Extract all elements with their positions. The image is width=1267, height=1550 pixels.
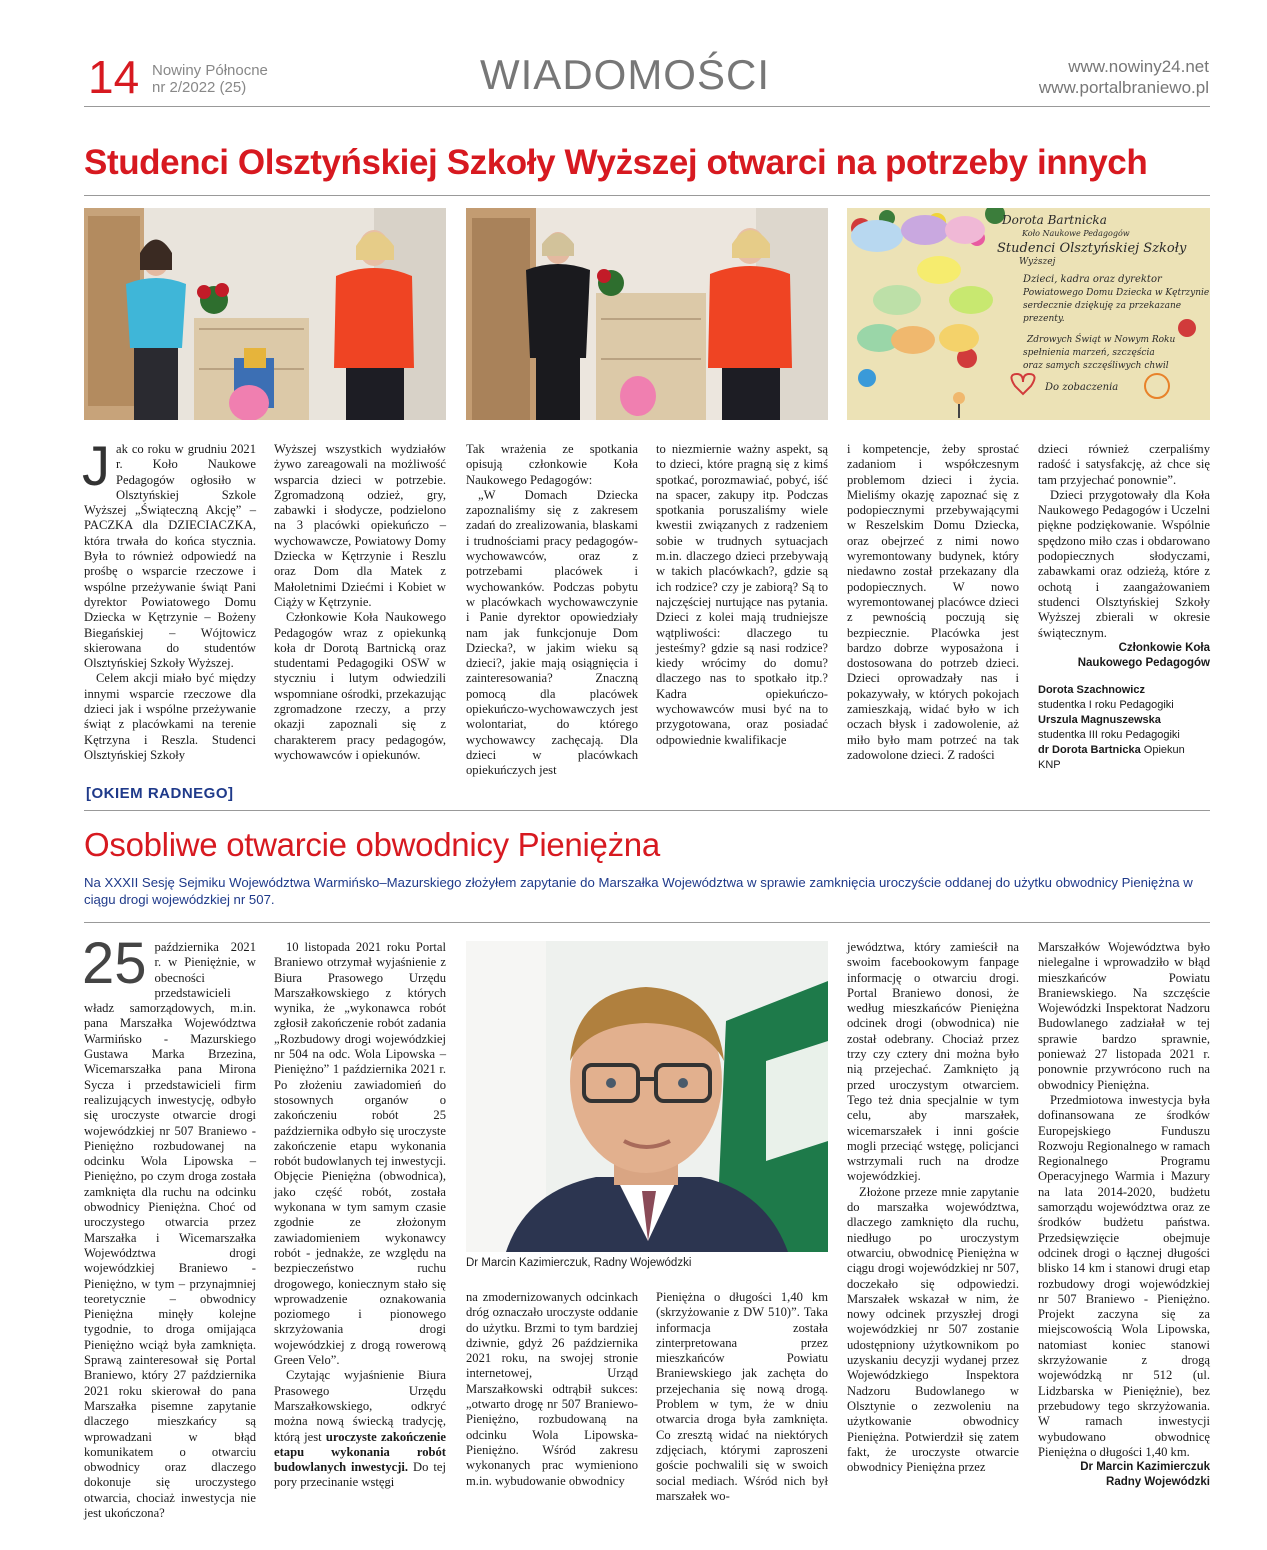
article1-column-6	[1038, 442, 1210, 773]
article2-lead: Na XXXII Sesję Sejmiku Województwa Warmińsko–Mazurskiego złożyłem zapytanie do Marszałka Województwa w sprawie zamknięcia uroczyście oddanej do użytku obwodnicy Pieniężna w ciągu drogi wojewódzkiej nr 507.	[84, 875, 1193, 907]
website-links	[1039, 56, 1209, 98]
article-title: Studenci Olsztyńskiej Szkoły Wyższej otwarci na potrzeby innych	[84, 143, 1148, 182]
drop-cap: J	[82, 434, 110, 497]
article1-signature	[1038, 641, 1210, 671]
article1-col3-text: Tak wrażenia ze spotkania opisują członkowie Koła Naukowego Pedagogów:	[466, 442, 638, 487]
article1-col6-text: dzieci również czerpaliśmy radość i satysfakcję, aż chce się tam przyjechać ponownie”.	[1038, 442, 1210, 487]
card-line-1: Dorota Bartnicka	[1002, 213, 1107, 227]
article1-col1b-text: Celem akcji miało być między innymi wsparcie rzeczowe dla dzieci jak i wspólne przeżywanie świąt z placówkami na terenie Kętrzyna i Reszla. Studenci Olsztyńskiej Szkoły	[84, 671, 256, 762]
article1-column-3	[466, 442, 638, 779]
card-line-2: Koło Naukowe Pedagogów	[1022, 229, 1130, 238]
card-line-6: Powiatowego Domu Dziecka w Kętrzynie	[1023, 288, 1210, 298]
article2-column-2	[274, 940, 446, 1491]
article1-column-4	[656, 442, 828, 748]
credit-3-name: dr Dorota Bartnicka	[1038, 743, 1141, 756]
article1-col3b-text: „W Domach Dziecka zapoznaliśmy się z zakresem zadań do zrealizowania, blaskami i trudnościami pracy pedagogów-wychowawców, oraz z potrzebami placówek i wychowanków. Podczas pobytu w placówkach wychowawczynie i Panie dyrektor opowiedziały nam jak funkcjonuje Dom Dziecka?, w jakim wieku są dzieci?, jakie mają osiągnięcia i zainteresowania? Znaczną pomocą dla placówek opiekuńczo-wychowawczych jest wolontariat, do którego wychowawcy zachęcają. Dla dzieci w placówkach opiekuńczych jest	[466, 487, 638, 778]
photo-two-women-second	[466, 208, 828, 420]
credit-1-role: studentka I roku Pedagogiki	[1038, 698, 1174, 711]
article1-col2-text: Wyższej wszystkich wydziałów żywo zareagowali na możliwość wsparcia dzieci w potrzebie. Zgromadzoną odzież, gry, zabawki i słodycze, podzielono na 3 placówki opiekuńczo – wychowawcze, Powiatowy Domy Dziecka w Kętrzynie i Reszlu oraz Dom dla Matek z Małoletnimi Dziećmi i Kobiet w Ciąży w Kętrzynie.	[274, 442, 446, 609]
article2-col5b-text: Złożone przeze mnie zapytanie do marszałka województwa, dlaczego zamknięto dla ruchu, niedługo po uroczystym otwarciu, obwodnicę Pieniężna w ciągu drogi wojewódzkiej nr 507, doczekało się odpowiedzi. Marszałek wskazał w nim, że nowy odcinek przyszłej drogi wojewódzkiej nr 507 zostanie udostępniony użytkownikom po uzyskaniu decyzji wydanej przez Wojewódzkiego Inspektora Nadzoru Budowlanego w Olsztynie o zezwoleniu na użytkowanie obwodnicy Pieniężna. Potwierdził się zatem fakt, że uroczyste otwarcie obwodnicy Pieniężna przez	[847, 1184, 1019, 1475]
photo-portrait	[466, 941, 828, 1252]
article2-signature-line-2: Radny Wojewódzki	[1106, 1476, 1210, 1489]
article2-col1-text: października 2021 r. w Pieniężnie, w obecności przedstawicieli władz samorządowych, m.in. pana Marszałka Województwa Warmińsko - Mazurskiego Gustawa Marka Brzezina, Wicemarszałka pana Mirona Sycza i przedstawicieli firm realizujących inwestycję, odbyło się uroczyste otwarcie drogi wojewódzkiej nr 507 Braniewo - Pieniężno rozbudowanej na odcinku Wola Lipowska – Pieniężno, po czym droga została zamknięta dla ruchu na odcinku obwodnicy Pieniężna. Choć od uroczystego otwarcia przez Marszałka i Wicemarszałka Województwa drogi wojewódzkiej Braniewo -Pieniężno, w tym – przynajmniej teoretycznie – obwodnicy Pieniężna minęły kolejne tygodnie, to droga omijająca Pieniężno wciąż była zamknięta. Sprawą zainteresował się Portal Braniewo, który 27 października 2021 roku skierował do pana Marszałka pisemne zapytanie dlaczego mieszkańcy są wprowadzani w błąd komunikatem o otwarciu obwodnicy oraz dlaczego dokonuje się uroczystego otwarcia, chociaż inwestycja nie jest ukończona?	[84, 940, 256, 1520]
card-line-3: Studenci Olsztyńskiej Szkoły	[997, 241, 1187, 256]
article2-column-3	[466, 1290, 638, 1489]
article2-col6b-text: Przedmiotowa inwestycja była dofinansowana ze środków Europejskiego Funduszu Rozwoju Regionalnego w ramach Regionalnego Programu Operacyjnego Warmia i Mazury na lata 2014-2020, budżetu samorządu województwa oraz ze środków budżetu państwa. Przedsięwzięcie obejmuje odcinek drogi o łącznej długości blisko 14 km i stanowi drugi etap rozbudowy drogi wojewódzkiej nr 507 Braniewo - Pieniężno. Projekt zaczyna się za miejscowością Wola Lipowska, natomiast koniec stanowi skrzyżowanie z drogą wojewódzką nr 512 (ul. Lidzbarska w Pieniężnie), bez przebudowy tego skrzyżowania. W ramach inwestycji wybudowano obwodnicę Pieniężna o długości 1,40 km.	[1038, 1092, 1210, 1459]
card-line-12: Do zobaczenia	[1045, 382, 1119, 393]
issue-number: nr 2/2022 (25)	[152, 79, 247, 96]
photo-two-women	[84, 208, 446, 420]
article2-title: Osobliwe otwarcie obwodnicy Pieniężna	[84, 826, 660, 863]
credit-2-role: studentka III roku Pedagogiki	[1038, 728, 1180, 741]
article1-col1-text: ak co roku w grudniu 2021 r. Koło Naukowe Pedagogów ogłosiło w Olsztyńskiej Szkole Wyższej „Świąteczną Akcję” – PACZKA dla DZIECIACZKA, która trwała do końca stycznia. Była to również odpowiedź na prośbę o wsparcie rzeczowe i wspólne przeżywanie świąt Pani dyrektor Powiatowego Domu Dziecka w Kętrzynie – Bożeny Biegańskiej – Wójtowicz skierowana do studentów Olsztyńskiej Szkoły Wyższej.	[84, 442, 256, 671]
article2-kicker: [OKIEM RADNEGO]	[86, 785, 234, 802]
article2-col2-text: 10 listopada 2021 roku Portal Braniewo otrzymał wyjaśnienie z Biura Prasowego Urzędu Marszałkowskiego z których wynika, że „wykonawca robót zgłosił zakończenie robót zadania „Rozbudowy drogi wojewódzkiej nr 504 na odc. Wola Lipowska – Pieniężno” 1 października 2021 r. Po złożeniu zawiadomień do stosownych organów o zakończeniu robót 25 października odbyło się uroczyste zakończenie etapu wykonania robót budowlanych tej inwestycji. Objęcie Pieniężna (obwodnica), jako część robót, została wykonana w tym samym czasie zgodnie ze złożonym zawiadomieniem wykonawcy robót - jednakże, ze względu na bezpieczeństwo ruchu drogowego, koniecznym stało się wprowadzenie oznakowania poziomego i pionowego skrzyżowania drogi wojewódzkiej z drogą rowerową Green Velo”.	[274, 940, 446, 1368]
article1-column-5	[847, 442, 1019, 763]
section-divider	[84, 810, 1210, 811]
publication-info	[152, 62, 268, 96]
card-line-8: prezenty.	[1023, 314, 1065, 324]
article2-column-6	[1038, 940, 1210, 1490]
signature-line-2: Naukowego Pedagogów	[1077, 656, 1210, 669]
article2-col2b-post: Do tej pory przecinanie wstęgi	[274, 1460, 446, 1490]
article1-credits	[1038, 683, 1210, 773]
page-number: 14	[88, 51, 140, 103]
website-link-2[interactable]: www.portalbraniewo.pl	[1038, 78, 1209, 97]
article2-col4-text: Pieniężna o długości 1,40 km (skrzyżowanie z DW 510)”. Taka informacja została zinterpretowana przez mieszkańców Powiatu Braniewskiego jak zachęta do przejechania się nową drogą. Problem w tym, że w dniu otwarcia droga była zamknięta. Co zresztą widać na niektórych zdjęciach, którymi zaproszeni goście pochwalili się w swoich social mediach. Wśród nich był marszałek wo-	[656, 1290, 828, 1503]
article1-col4-text: to niezmiernie ważny aspekt, są to dzieci, które pragną się z kimś spotkać, porozmawiać, pobyć, iść na spacer, zakupy itp. Podczas spotkania poruszaliśmy wiele kwestii związanych z radzeniem sobie w trudnych sytuacjach m.in. dlaczego dzieci przebywają w takich placówkach?, gdzie są ich rodzice? czy je zabiorą? Są to najczęściej nurtujące nas pytania. Dzieci z kolei mają trudniejsze wątpliwości: dlaczego tu jesteśmy? gdzie są nasi rodzice? kiedy wrócimy do domu? dlaczego nas to spotkało itp.? Kadra opiekuńczo-wychowawców musi być na to przygotowana, oraz posiadać odpowiednie kwalifikacje	[656, 442, 828, 747]
card-line-7: serdecznie dziękuję za przekazane	[1023, 301, 1182, 311]
signature-line-1: Członkowie Koła	[1118, 641, 1210, 654]
credit-3-role: Opiekun KNP	[1038, 743, 1185, 771]
drop-number: 25	[82, 931, 147, 996]
title-divider	[84, 195, 1210, 196]
article1-col6b-text: Dzieci przygotowały dla Koła Naukowego Pedagogów i Uczelni piękne podziękowanie. Wspólnie spędzono miło czas i obdarowano podopiecznych słodyczami, zabawkami oraz odzieżą, które z ochotą i zaangażowaniem studenci Olsztyńskiej Szkoły Wyższej zbierali w okresie świątecznym.	[1038, 487, 1210, 640]
article2-col3-text: na zmodernizowanych odcinkach dróg oznaczało uroczyste oddanie do użytku. Brzmi to tym bardziej dziwnie, gdyż 26 października 2021 roku, na swojej stronie internetowej, Urząd Marszałkowski odtrąbił sukces: „otwarto drogę nr 507 Braniewo-Pieniężno, rozbudowaną na odcinku Wola Lipowska-Pieniężno. Wśród zakresu wykonanych prac wymieniono m.in. wybudowanie obwodnicy	[466, 1290, 638, 1488]
card-line-4: Wyższej	[1019, 257, 1056, 267]
article2-col6-text: Marszałków Województwa było nielegalne i wprowadziło w błąd mieszkańców Powiatu Braniewskiego. Na szczęście Wojewódzki Inspektorat Nadzoru Budowlanego zadziałał w tej sprawie bardzo sprawnie, ponieważ 27 listopada 2021 r. ponownie przywrócono ruch na obwodnicy Pieniężna.	[1038, 940, 1210, 1092]
photo-thank-you-card	[847, 208, 1210, 420]
article1-column-1	[82, 434, 256, 763]
article2-column-1	[82, 931, 256, 1521]
article2-col2b-bold: uroczyste zakończenie etapu wykonania robót budowlanych inwestycji.	[274, 1429, 446, 1475]
card-line-5: Dzieci, kadra oraz dyrektor	[1023, 274, 1162, 285]
article1-column-2	[274, 442, 446, 763]
article1-col2b-text: Członkowie Koła Naukowego Pedagogów wraz z opiekunką koła dr Dorotą Bartnicką oraz studentami Pedagogiki OSW w styczniu i lutym odwiedzili wspomniane ośrodki, przekazując zgromadzone rzeczy, a przy okazji zapoznali się z charakterem pracy pedagogów, wychowawców i opiekunów.	[274, 610, 446, 762]
website-link-1[interactable]: www.nowiny24.net	[1068, 57, 1209, 76]
card-line-9: Zdrowych Świąt w Nowym Roku	[1027, 335, 1176, 345]
credit-2-name: Urszula Magnuszewska	[1038, 713, 1161, 726]
article1-col5-text: i kompetencje, żeby sprostać zadaniom i współczesnym problemom dzieci i życia. Mieliśmy okazję zapoznać się z podopiecznymi przebywającymi w Reszelskim Domu Dziecka, oraz obejrzeć z nimi nowo wyremontowany budynek, który niedawno został przekazany dla podopiecznych. W nowo wyremontowanej placówce dzieci z pewnością poczują się bezpiecznie. Placówka jest bardzo dobrze wyposażona i dostosowana do potrzeb dzieci. Dzieci oprowadzały nas i pokazywały, w których pokojach zamieszkają, widać było w ich oczach błysk i zadowolenie, aż miło było mam potrzeć na tak zadowolone dzieci. Z radości	[847, 442, 1019, 762]
portrait-caption: Dr Marcin Kazimierczuk, Radny Wojewódzki	[466, 1257, 692, 1269]
article2-col5-text: jewództwa, który zamieścił na swoim facebookowym fanpage informację o otwarciu drogi. Portal Braniewo donosi, że według mieszkańców Pieniężna odcinek drogi (obwodnica) nie został odebrany. Chociaż przez trzy czy cztery dni można było nią przejechać. Zamknięto ją przed uroczystym otwarciem. Tego też dnia specjalnie w tym celu, aby marszałek, wicemarszałek i inni goście mogli przeciąć wstęgę, policjanci wstrzymali ruch na drodze wojewódzkiej.	[847, 940, 1019, 1184]
publication-name: Nowiny Północne	[152, 62, 268, 79]
header-divider	[84, 106, 1210, 107]
article2-column-5	[847, 940, 1019, 1475]
credit-1-name: Dorota Szachnowicz	[1038, 683, 1145, 696]
article2-column-4	[656, 1290, 828, 1504]
card-line-10: spełnienia marzeń, szczęścia	[1023, 348, 1155, 358]
article2-signature	[1038, 1460, 1210, 1490]
article2-signature-line-1: Dr Marcin Kazimierczuk	[1080, 1461, 1210, 1474]
card-line-11: oraz samych szczęśliwych chwil	[1023, 361, 1169, 371]
section-title: WIADOMOŚCI	[480, 51, 770, 98]
article2-col2b-pre: Czytając wyjaśnienie Biura Prasowego Urzędu Marszałkowskiego, odkryć można nową świecką tradycję, którą jest	[274, 1368, 446, 1444]
lead-divider	[84, 922, 1210, 923]
